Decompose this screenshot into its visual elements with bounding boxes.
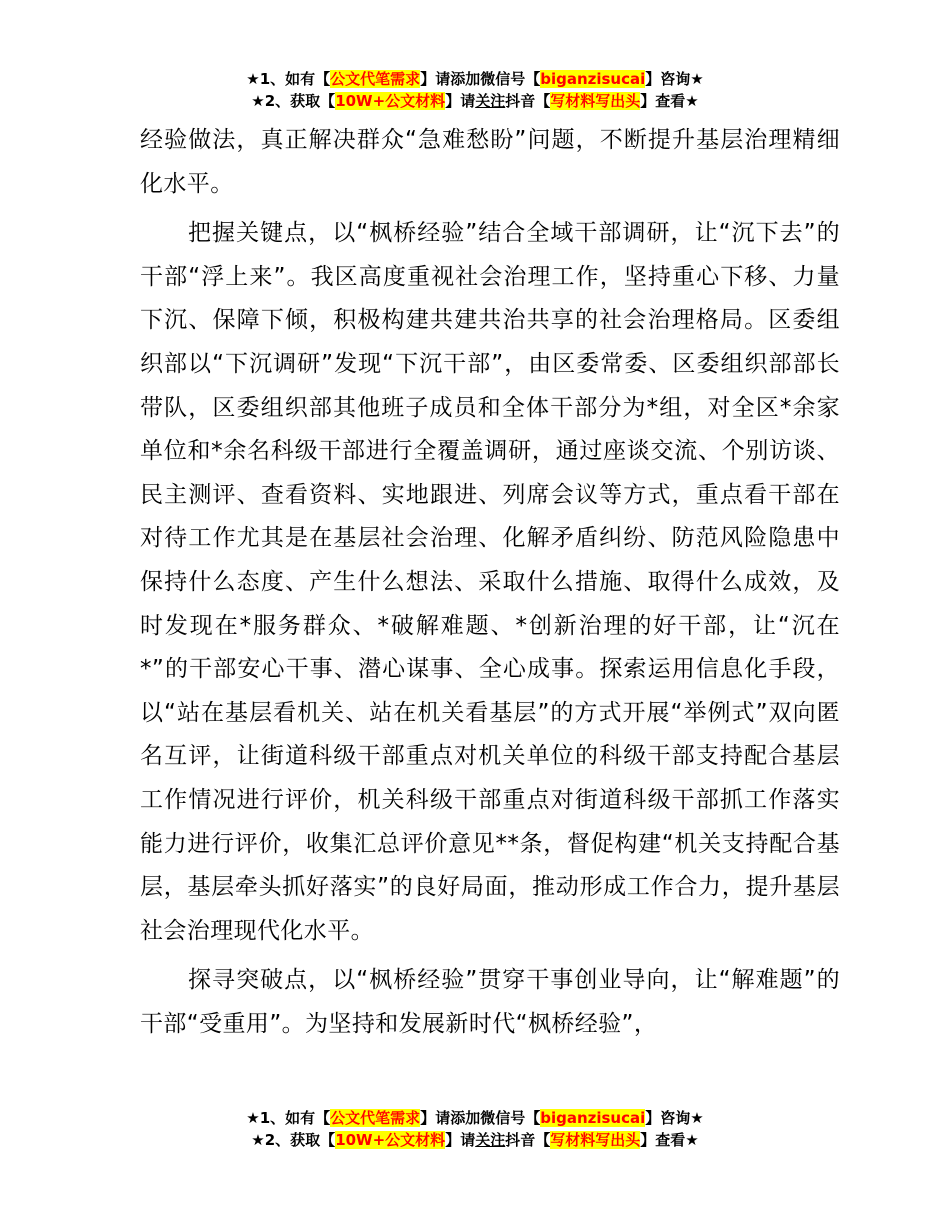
banner-line-2: ★2、获取【10W+公文材料】请关注抖音【写材料写出头】查看★ [251, 92, 699, 110]
paragraph: 经验做法，真正解决群众“急难愁盼”问题，不断提升基层治理精细化水平。 [140, 127, 840, 197]
banner-line-2: ★2、获取【10W+公文材料】请关注抖音【写材料写出头】查看★ [251, 1131, 699, 1149]
banner-highlight: 公文代笔需求 [330, 70, 421, 88]
footer-banner [0, 1107, 950, 1151]
banner-highlight: 10W+公文材料 [335, 92, 446, 110]
banner-highlight: 写材料写出头 [550, 92, 641, 110]
banner-highlight: 10W+公文材料 [335, 1131, 446, 1149]
banner-highlight: 公文代笔需求 [330, 1109, 421, 1127]
banner-underlined-text: 关注 [475, 1131, 506, 1149]
header-banner [0, 68, 950, 112]
banner-highlight: 写材料写出头 [550, 1131, 641, 1149]
banner-highlight: biganzisucai [540, 70, 646, 88]
banner-line-1: ★1、如有【公文代笔需求】请添加微信号【biganzisucai】咨询★ [246, 70, 704, 88]
banner-underlined-text: 关注 [475, 92, 506, 110]
document-body [140, 119, 840, 1046]
banner-highlight: biganzisucai [540, 1109, 646, 1127]
paragraph: 探寻突破点，以“枫桥经验”贯穿干事创业导向，让“解难题”的干部“受重用”。为坚持和发展新时代“枫桥经验”， [140, 967, 840, 1037]
paragraph: 把握关键点，以“枫桥经验”结合全域干部调研，让“沉下去”的干部“浮上来”。我区高度重视社会治理工作，坚持重心下移、力量下沉、保障下倾，积极构建共建共治共享的社会治理格局。区委组织部以“下沉调研”发现“下沉干部”，由区委常委、区委组织部部长带队，区委组织部其他班子成员和全体干部分为*组，对全区*余家单位和*余名科级干部进行全覆盖调研，通过座谈交流、个别访谈、民主测评、查看资料、实地跟进、列席会议等方式，重点看干部在对待工作尤其是在基层社会治理、化解矛盾纠纷、防范风险隐患中保持什么态度、产生什么想法、采取什么措施、取得什么成效，及时发现在*服务群众、*破解难题、*创新治理的好干部，让“沉在*”的干部安心干事、潜心谋事、全心成事。探索运用信息化手段，以“站在基层看机关、站在机关看基层”的方式开展“举例式”双向匿名互评，让街道科级干部重点对机关单位的科级干部支持配合基层工作情况进行评价，机关科级干部重点对街道科级干部抓工作落实能力进行评价，收集汇总评价意见**条，督促构建“机关支持配合基层，基层牵头抓好落实”的良好局面，推动形成工作合力，提升基层社会治理现代化水平。 [140, 220, 840, 944]
banner-line-1: ★1、如有【公文代笔需求】请添加微信号【biganzisucai】咨询★ [246, 1109, 704, 1127]
